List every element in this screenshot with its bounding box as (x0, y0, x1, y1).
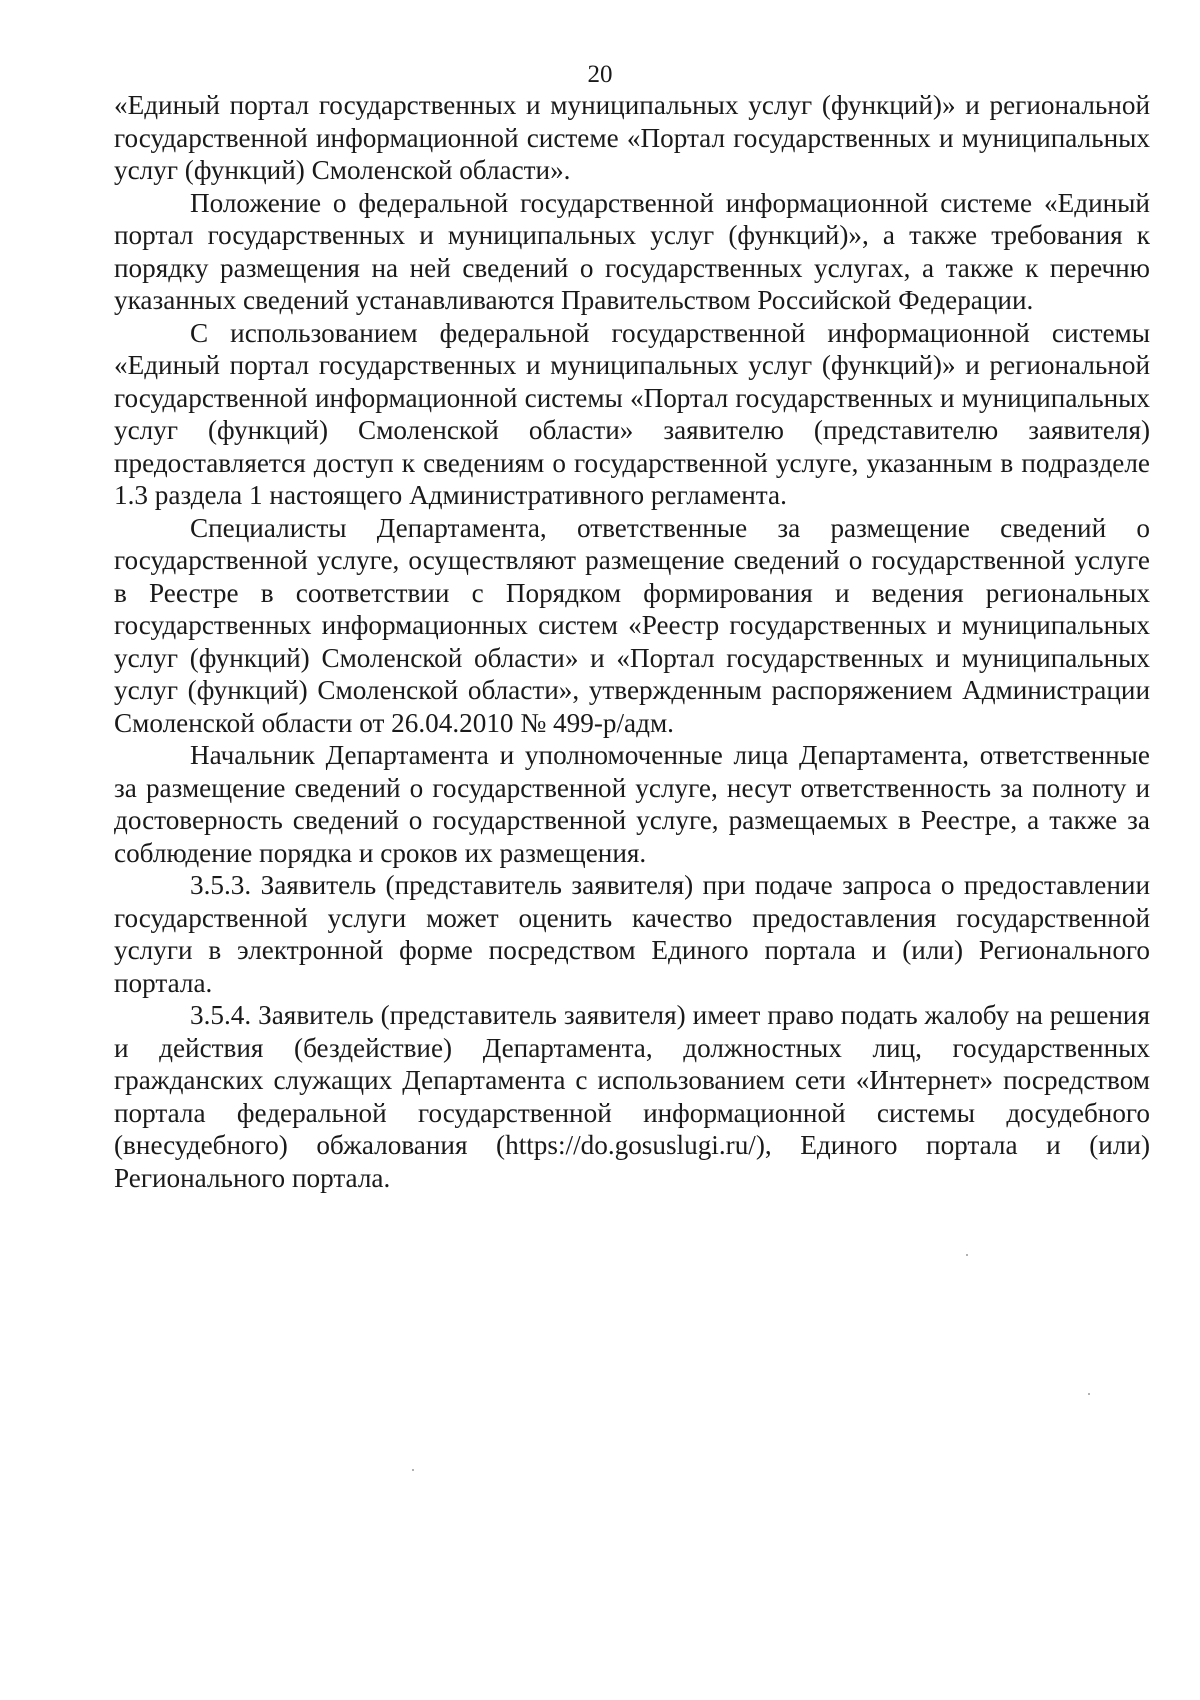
document-body (114, 89, 1150, 1194)
paragraph-3-5-4: 3.5.4. Заявитель (представитель заявителя) имеет право подать жалобу на решения и действия (бездействие) Департамента, должностных лиц, государственных гражданских служащих Департамента с использованием сети «Интернет» посредством портала федеральной государственной информационной системы досудебного (внесудебного) обжалования (https://do.gosuslugi.ru/), Единого портала и (или) Регионального портала. (114, 1000, 1150, 1193)
paragraph-specialists: Специалисты Департамента, ответственные за размещение сведений о государственной услуге, осуществляют размещение сведений о государственной услуге в Реестре в соответствии с Порядком формирования и ведения региональных государственных информационных систем «Реестр государственных и муниципальных услуг (функций) Смоленской области» и «Портал государственных и муниципальных услуг (функций) Смоленской области», утвержденным распоряжением Администрации Смоленской области от 26.04.2010 № 499-р/адм. (114, 512, 1150, 738)
scan-speck (966, 1254, 968, 1256)
paragraph-regulation: Положение о федеральной государственной информационной системе «Единый портал государственных и муниципальных услуг (функций)», а также требования к порядку размещения на ней сведений о государственных услугах, а также к перечню указанных сведений устанавливаются Правительством Российской Федерации. (114, 187, 1150, 315)
paragraph-3-5-3: 3.5.3. Заявитель (представитель заявителя) при подаче запроса о предоставлении государственной услуги может оценить качество предоставления государственной услуги в электронной форме посредством Единого портала и (или) Регионального портала. (114, 870, 1150, 998)
page-number: 20 (587, 61, 613, 88)
paragraph-access: С использованием федеральной государственной информационной системы «Единый портал государственных и муниципальных услуг (функций)» и региональной государственной информационной системы «Портал государственных и муниципальных услуг (функций) Смоленской области» заявителю (представителю заявителя) предоставляется доступ к сведениям о государственной услуге, указанным в подразделе 1.3 раздела 1 настоящего Административного регламента. (114, 317, 1150, 510)
scan-speck (412, 1469, 414, 1471)
paragraph-portal-continuation: «Единый портал государственных и муниципальных услуг (функций)» и региональной государственной информационной системе «Портал государственных и муниципальных услуг (функций) Смоленской области». (114, 90, 1150, 185)
scan-speck (1088, 1393, 1090, 1395)
paragraph-responsibility: Начальник Департамента и уполномоченные лица Департамента, ответственные за размещение сведений о государственной услуге, несут ответственность за полноту и достоверность сведений о государственной услуге, размещаемых в Реестре, а также за соблюдение порядка и сроков их размещения. (114, 740, 1150, 868)
